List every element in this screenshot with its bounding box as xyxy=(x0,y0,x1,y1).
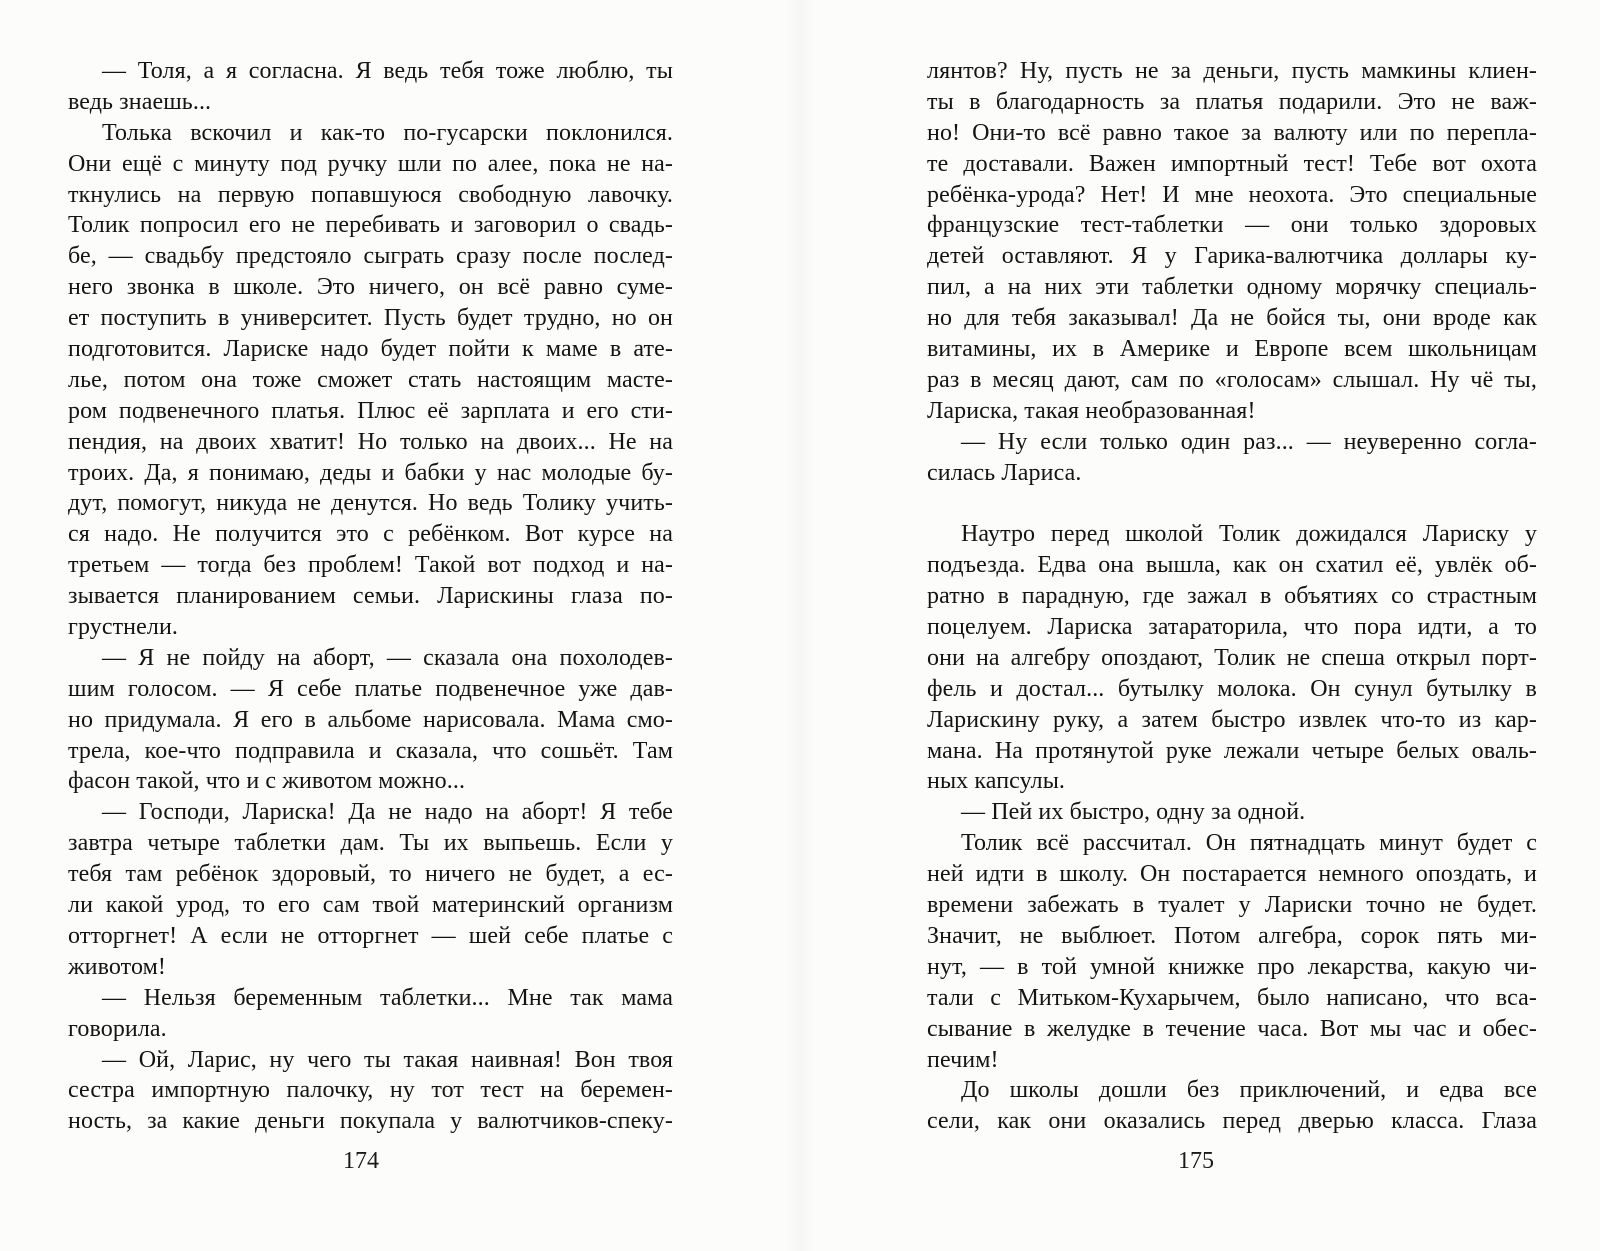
left-page-text-line: ность, за какие деньги покупала у валютчиков-спеку- xyxy=(68,1108,673,1135)
right-page-text-line: Ларискину руку, а затем быстро извлек что-то из кар- xyxy=(927,706,1537,733)
left-page-text-line: ет поступить в университет. Пусть будет трудно, но он xyxy=(68,305,673,332)
right-page-text-line: но для тебя заказывал! Да не бойся ты, они вроде как xyxy=(927,305,1537,332)
right-page-text-line: поцелуем. Лариска затараторила, что пора идти, а то xyxy=(927,614,1537,641)
right-page-text-line: нут, — в той умной книжке про лекарства, какую чи- xyxy=(927,953,1537,980)
left-page-text-line: ткнулись на первую попавшуюся свободную лавочку. xyxy=(68,181,673,208)
right-page-text-line: ных капсулы. xyxy=(927,768,1066,795)
right-page-text-line: подъезда. Едва она вышла, как он схатил её, увлёк об- xyxy=(927,552,1537,579)
left-page-text-line: тебя там ребёнок здоровый, то ничего не будет, а ес- xyxy=(68,861,673,888)
left-page-text-line: шим голосом. — Я себе платье подвенечное уже дав- xyxy=(68,675,673,702)
left-page-text-line: — Ой, Ларис, ну чего ты такая наивная! Вон твоя xyxy=(102,1046,673,1073)
right-page-text-line: ратно в парадную, где зажал в объятиях со страстным xyxy=(927,583,1537,610)
left-page-text-line: бе, — свадьбу предстояло сыграть сразу после послед- xyxy=(68,243,673,270)
right-page-text-line: французские тест-таблетки — они только здоровых xyxy=(927,212,1537,239)
right-page-text-line: силась Лариса. xyxy=(927,459,1082,486)
right-page-text-line: печим! xyxy=(927,1046,999,1073)
left-page-text-line: троих. Да, я понимаю, деды и бабки у нас молодые бу- xyxy=(68,459,673,486)
right-page-text-line: сывание в желудке в течение часа. Вот мы час и обес- xyxy=(927,1015,1537,1042)
right-page-text-line: ребёнка-урода? Нет! И мне неохота. Это специальные xyxy=(927,181,1537,208)
right-page-text-line: времени забежать в туалет у Лариски точно не будет. xyxy=(927,892,1537,919)
left-page-text-line: — Господи, Лариска! Да не надо на аборт! Я тебе xyxy=(102,799,673,826)
left-page-text-line: грустнели. xyxy=(68,614,178,641)
left-page-text-line: ром подвенечного платья. Плюс её зарплата и его сти- xyxy=(68,397,673,424)
left-page-text-line: но придумала. Я его в альбоме нарисовала. Мама смо- xyxy=(68,706,673,733)
right-page-text-line: лянтов? Ну, пусть не за деньги, пусть мамкины клиен- xyxy=(927,58,1537,84)
left-page-text-line: лье, потом она тоже сможет стать настоящим масте- xyxy=(68,366,673,393)
left-page-text-line: Толька вскочил и как-то по-гусарски поклонился. xyxy=(102,119,673,146)
left-page-text-line: него звонка в школе. Это ничего, он всё равно суме- xyxy=(68,274,673,301)
left-page-body xyxy=(68,56,673,1176)
left-page-text-line: трела, кое-что подправила и сказала, что сошьёт. Там xyxy=(68,737,673,764)
left-page-text-line: Толик попросил его не перебивать и заговорил о свадь- xyxy=(68,212,673,239)
left-page-text-line: фасон такой, что и с животом можно... xyxy=(68,768,466,795)
right-page-text-line: сели, как они оказались перед дверью класса. Глаза xyxy=(927,1108,1537,1135)
right-page-text-line: те доставали. Важен импортный тест! Тебе вот охота xyxy=(927,150,1537,177)
left-page-text-line: сестра импортную палочку, ну тот тест на беремен- xyxy=(68,1077,673,1104)
left-page-text-line: пендия, на двоих хватит! Но только на двоих... Не на xyxy=(68,428,673,455)
right-page-text-line: Наутро перед школой Толик дожидался Лариску у xyxy=(961,521,1537,548)
right-page-number: 175 xyxy=(1178,1148,1214,1174)
left-page-text-line: Они ещё с минуту под ручку шли по алее, пока не на- xyxy=(68,150,673,177)
left-page-text-line: говорила. xyxy=(68,1015,167,1042)
right-page-text-line: витамины, их в Америке и Европе всем школьницам xyxy=(927,336,1537,363)
right-page-text-line: Лариска, такая необразованная! xyxy=(927,397,1256,424)
left-page-text-line: — Толя, а я согласна. Я ведь тебя тоже люблю, ты xyxy=(102,58,673,84)
book-gutter xyxy=(786,0,816,1251)
right-page-text-line: Значит, не выблюет. Потом алгебра, сорок пять ми- xyxy=(927,922,1537,949)
right-page-text-line: фель и достал... бутылку молока. Он сунул бутылку в xyxy=(927,675,1537,702)
right-page-body xyxy=(927,56,1537,1176)
right-page-text-line: — Пей их быстро, одну за одной. xyxy=(961,799,1306,826)
left-page-text-line: ведь знаешь... xyxy=(68,88,212,115)
right-page-text-line: пил, а на них эти таблетки одному морячку специаль- xyxy=(927,274,1537,301)
right-page-text-line: они на алгебру опоздают, Толик не спеша открыл порт- xyxy=(927,644,1537,671)
right-page-text-line: — Ну если только один раз... — неуверенно согла- xyxy=(961,428,1537,455)
left-page-text-line: отторгнет! А если не отторгнет — шей себе платье с xyxy=(68,922,673,949)
right-page-text-line: детей оставляют. Я у Гарика-валютчика доллары ку- xyxy=(927,243,1537,270)
left-page-text-line: животом! xyxy=(68,953,166,980)
left-page-number: 174 xyxy=(343,1148,379,1174)
right-page-text-line: мана. На протянутой руке лежали четыре белых оваль- xyxy=(927,737,1537,764)
left-page-text-line: дут, помогут, никуда не денутся. Но ведь Толику учить- xyxy=(68,490,673,517)
left-page-text-line: — Нельзя беременным таблетки... Мне так мама xyxy=(102,984,673,1011)
right-page-text-line: Толик всё рассчитал. Он пятнадцать минут будет с xyxy=(961,830,1537,857)
right-page-text-line: ней идти в школу. Он постарается немного опоздать, и xyxy=(927,861,1537,888)
left-page-text-line: завтра четыре таблетки дам. Ты их выпьешь. Если у xyxy=(68,830,673,857)
left-page-text-line: — Я не пойду на аборт, — сказала она похолодев- xyxy=(102,644,673,671)
left-page-text-line: подготовится. Лариске надо будет пойти к маме в ате- xyxy=(68,336,673,363)
left-page-text-line: третьем — тогда без проблем! Такой вот подход и на- xyxy=(68,552,673,579)
left-page-text-line: зывается планированием семьи. Ларискины глаза по- xyxy=(68,583,673,610)
right-page-text-line: До школы дошли без приключений, и едва все xyxy=(961,1077,1537,1104)
left-page-text-line: ли какой урод, то его сам твой материнский организм xyxy=(68,892,673,919)
right-page-text-line: тали с Митьком-Кухарычем, было написано, что вса- xyxy=(927,984,1537,1011)
right-page-text-line: ты в благодарность за платья подарили. Это не важ- xyxy=(927,88,1537,115)
left-page-text-line: ся надо. Не получится это с ребёнком. Вот курсе на xyxy=(68,521,673,548)
right-page-text-line: но! Они-то всё равно такое за валюту или по перепла- xyxy=(927,119,1537,146)
right-page-text-line xyxy=(927,488,1537,519)
right-page-text-line: раз в месяц дают, сам по «голосам» слышал. Ну чё ты, xyxy=(927,366,1537,393)
